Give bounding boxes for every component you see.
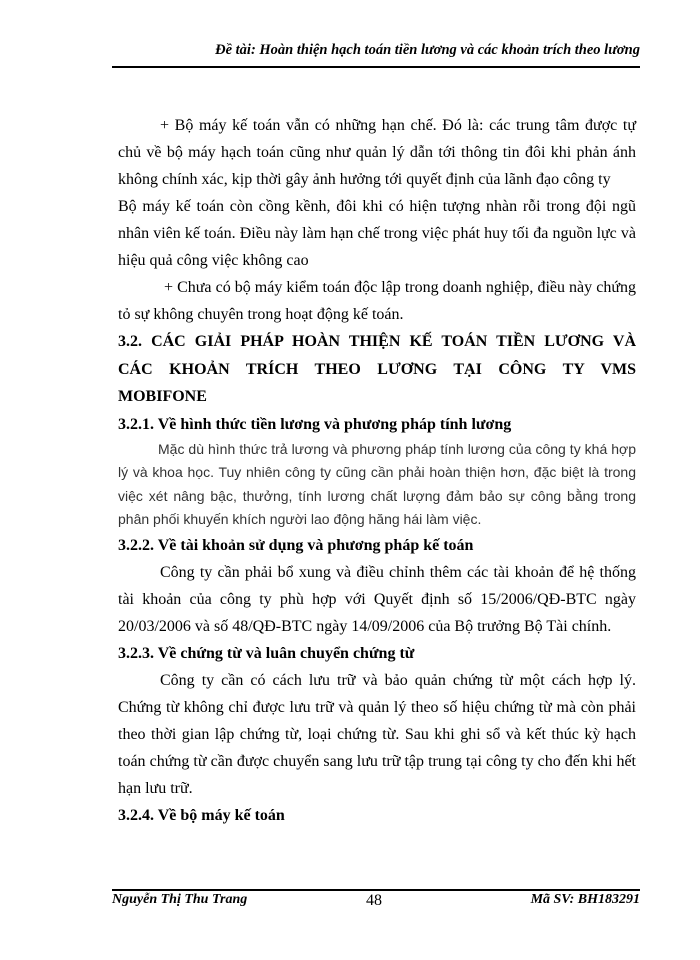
section-heading [118, 328, 636, 411]
subsection-text: Công ty cần phải bổ xung và điều chỉnh thêm các tài khoản để hệ thống tài khoản của công ty phù hợp với Quyết định số 15/2006/QĐ-BTC ngày 20/03/2006 và số 48/QĐ-BTC ngày 14/09/2006 của Bộ trưởng Bộ Tài chính. [118, 563, 636, 635]
section-heading-line3: MOBIFONE [118, 388, 207, 405]
document-body [118, 112, 636, 829]
subsection-text: Công ty cần có cách lưu trữ và bảo quản chứng từ một cách hợp lý. Chứng từ không chỉ được lưu trữ và quản lý theo số hiệu chứng từ mà còn phải theo thời gian lập chứng từ, loại chứng từ. Sau khi ghi sổ và kết thúc kỳ hạch toán chứng từ cần được chuyển sang lưu trữ tập trung tại công ty cho đến khi hết hạn lưu trữ. [118, 671, 636, 797]
footer-author: Nguyễn Thị Thu Trang [112, 892, 248, 907]
subsection-heading: 3.2.2. Về tài khoản sử dụng và phương pháp kế toán [118, 536, 474, 554]
page-number: 48 [366, 892, 382, 909]
section-heading-line1: 3.2. CÁC GIẢI PHÁP HOÀN THIỆN KẾ TOÁN TIỀN LƯƠNG VÀ [118, 333, 636, 350]
subsection-heading: 3.2.4. Về bộ máy kế toán [118, 806, 285, 824]
paragraph-audit: + Chưa có bộ máy kiểm toán độc lập trong doanh nghiệp, điều này chứng tỏ sự không chuyên trong hoạt động kế toán. [118, 279, 636, 323]
page-header-title: Đề tài: Hoàn thiện hạch toán tiền lương và các khoản trích theo lương [215, 42, 640, 58]
footer-rule [112, 889, 640, 891]
subsection-text: Mặc dù hình thức trả lương và phương pháp tính lương của công ty khá hợp lý và khoa học. Tuy nhiên công ty cũng cần phải hoàn thiện hơn, đặc biệt là trong việc xét nâng bậc, thưởng, tính lương chất lượng đảm bảo sự công bằng trong phân phối khuyến khích người lao động hăng hái làm việc. [118, 440, 636, 527]
section-heading-line2: CÁC KHOẢN TRÍCH THEO LƯƠNG TẠI CÔNG TY VMS [118, 360, 636, 378]
header-rule [112, 66, 640, 68]
subsection-heading: 3.2.3. Về chứng từ và luân chuyển chứng từ [118, 644, 415, 662]
paragraph-limitations: + Bộ máy kế toán vẫn có những hạn chế. Đó là: các trung tâm được tự chủ về bộ máy hạch toán cũng như quản lý dẫn tới thông tin đôi khi phản ánh không chính xác, kịp thời gây ảnh hưởng tới quyết định của lãnh đạo công ty [118, 117, 636, 188]
footer-student-id: Mã SV: BH183291 [530, 892, 640, 907]
subsection-heading: 3.2.1. Về hình thức tiền lương và phương pháp tính lương [118, 415, 512, 433]
paragraph-staff: Bộ máy kế toán còn cồng kềnh, đôi khi có hiện tượng nhàn rỗi trong đội ngũ nhân viên kế toán. Điều này làm hạn chế trong việc phát huy tối đa nguồn lực và hiệu quả công việc không cao [118, 198, 636, 269]
